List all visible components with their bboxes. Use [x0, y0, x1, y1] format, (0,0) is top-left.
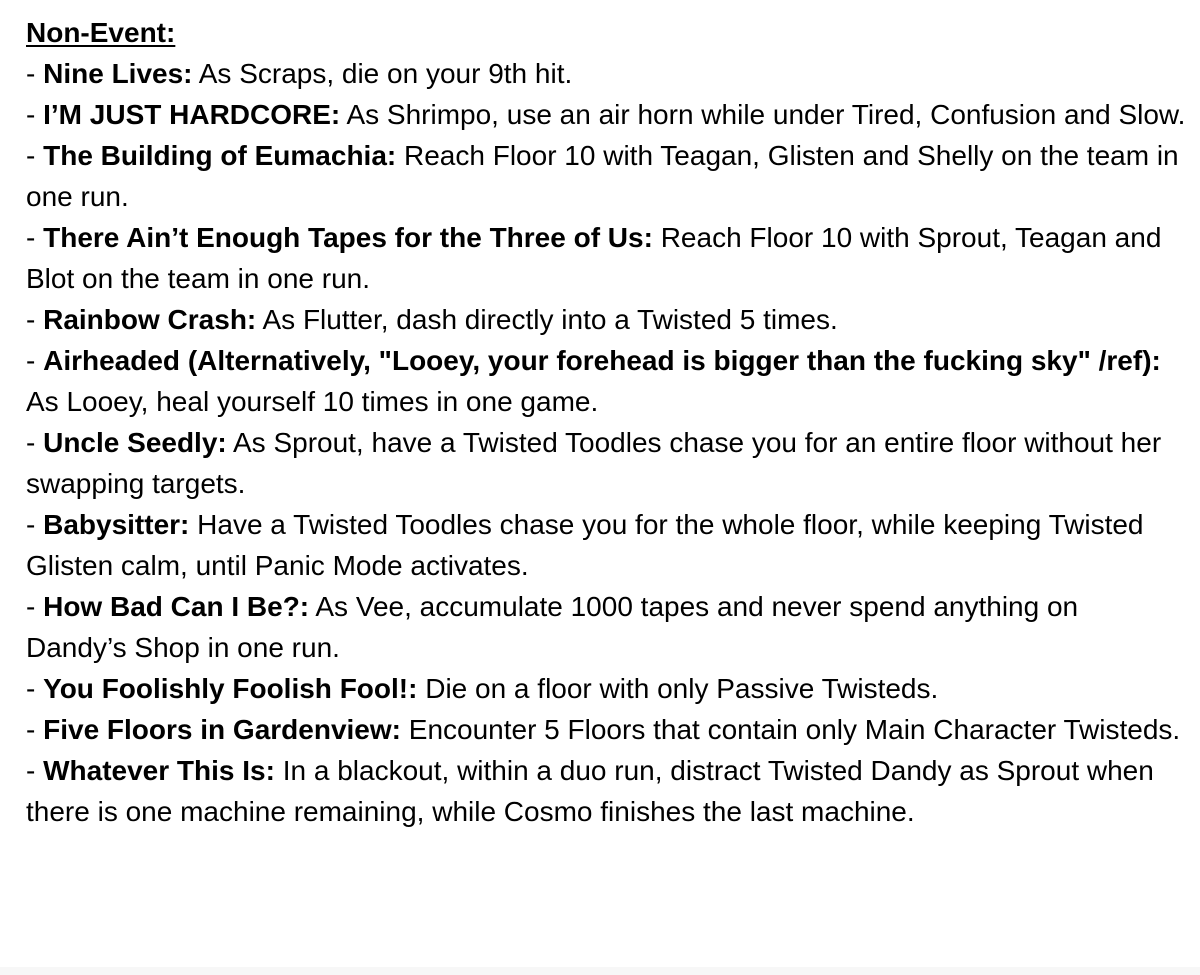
item-name: Whatever This Is: [43, 755, 275, 786]
document-body [26, 12, 1186, 832]
item-description: As Flutter, dash directly into a Twisted 5 times. [256, 304, 838, 335]
item-prefix: - [26, 673, 44, 704]
item-description: As Scraps, die on your 9th hit. [192, 58, 573, 89]
item-name: Five Floors in Gardenview: [43, 714, 401, 745]
list-item [26, 422, 1186, 504]
list-item [26, 504, 1186, 586]
item-name: Nine Lives: [43, 58, 193, 89]
item-prefix: - [26, 591, 44, 622]
item-prefix: - [26, 427, 44, 458]
item-prefix: - [26, 222, 44, 253]
item-prefix: - [26, 345, 44, 376]
section-heading: Non-Event: [26, 17, 176, 48]
list-item [26, 217, 1186, 299]
list-item [26, 299, 1186, 340]
item-prefix: - [26, 714, 44, 745]
item-name: There Ain’t Enough Tapes for the Three of Us: [43, 222, 653, 253]
item-prefix: - [26, 99, 44, 130]
item-prefix: - [26, 140, 44, 171]
item-prefix: - [26, 755, 44, 786]
list-item [26, 709, 1186, 750]
item-name: How Bad Can I Be?: [43, 591, 310, 622]
item-name: You Foolishly Foolish Fool!: [43, 673, 418, 704]
item-description: As Looey, heal yourself 10 times in one game. [26, 386, 599, 417]
item-description: In a blackout, within a duo run, distract Twisted Dandy as Sprout when there is one machine remaining, while Cosmo finishes the last machine. [26, 755, 1154, 827]
item-description: As Vee, accumulate 1000 tapes and never spend anything on Dandy’s Shop in one run. [26, 591, 1079, 663]
item-prefix: - [26, 509, 44, 540]
list-item [26, 135, 1186, 217]
item-name: Airheaded (Alternatively, "Looey, your forehead is bigger than the fucking sky" /ref): [43, 345, 1161, 376]
item-description: Die on a floor with only Passive Twisteds. [417, 673, 939, 704]
item-description: Reach Floor 10 with Teagan, Glisten and Shelly on the team in one run. [26, 140, 1179, 212]
item-name: Babysitter: [43, 509, 190, 540]
item-prefix: - [26, 304, 44, 335]
item-prefix: - [26, 58, 44, 89]
list-item [26, 586, 1186, 668]
list-item [26, 94, 1186, 135]
item-description: Encounter 5 Floors that contain only Main Character Twisteds. [400, 714, 1181, 745]
item-description: As Shrimpo, use an air horn while under Tired, Confusion and Slow. [340, 99, 1186, 130]
list-item [26, 750, 1186, 832]
item-name: I’M JUST HARDCORE: [43, 99, 341, 130]
item-name: The Building of Eumachia: [43, 140, 397, 171]
list-item [26, 340, 1186, 422]
item-name: Uncle Seedly: [43, 427, 227, 458]
item-description: As Sprout, have a Twisted Toodles chase you for an entire floor without her swapping targets. [26, 427, 1162, 499]
page-bottom-edge [0, 967, 1200, 975]
list-item [26, 53, 1186, 94]
item-description: Have a Twisted Toodles chase you for the whole floor, while keeping Twisted Glisten calm, until Panic Mode activates. [26, 509, 1144, 581]
list-item [26, 668, 1186, 709]
item-description: Reach Floor 10 with Sprout, Teagan and Blot on the team in one run. [26, 222, 1162, 294]
item-name: Rainbow Crash: [43, 304, 257, 335]
